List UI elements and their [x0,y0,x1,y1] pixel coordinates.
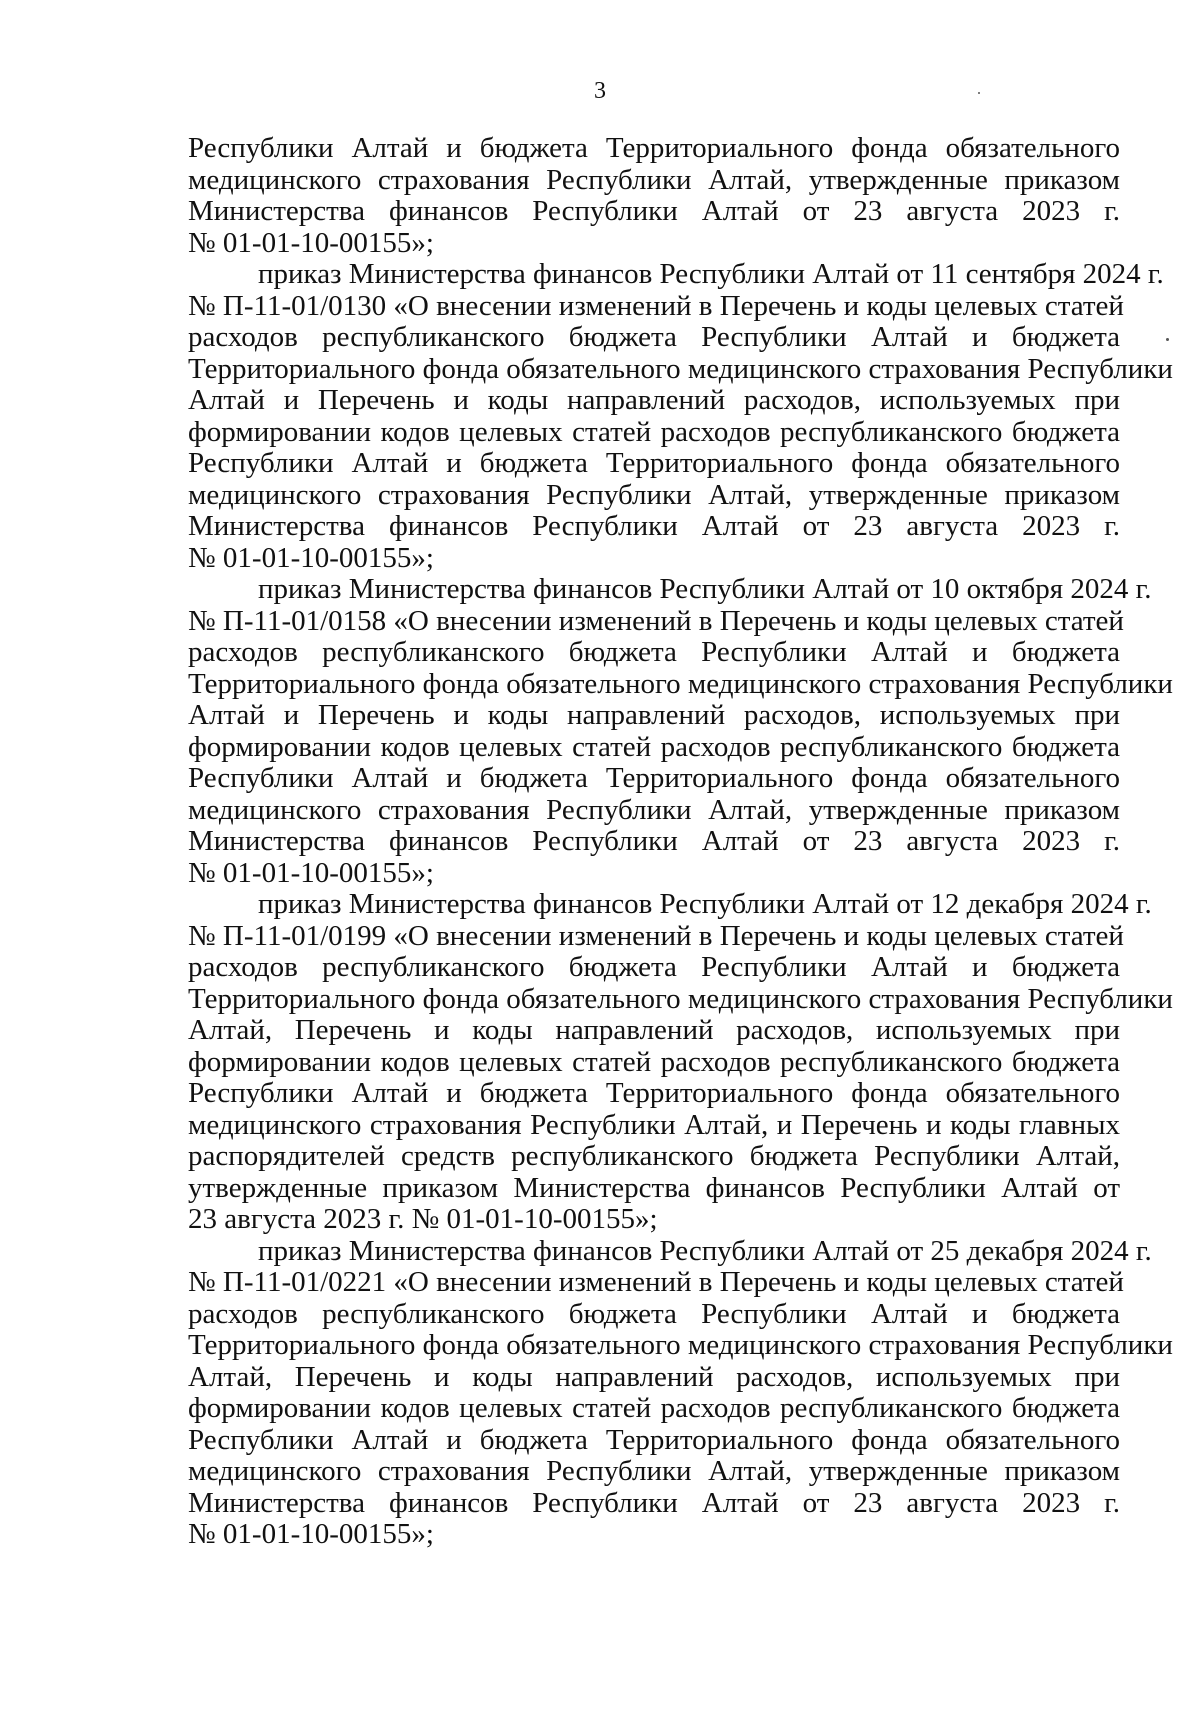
text-line: формировании кодов целевых статей расходов республиканского бюджета [188,415,1120,448]
text-line: № П-11-01/0130 «О внесении изменений в Перечень и коды целевых статей [188,289,1124,322]
text-line: медицинского страхования Республики Алтай, утвержденные приказом [188,163,1120,196]
text-line: Алтай и Перечень и коды направлений расходов, используемых при [188,384,1120,416]
paragraph-order-2024-12-12 [188,888,1173,1236]
text-line: Территориального фонда обязательного медицинского страхования Республики [188,667,1173,700]
text-line: Республики Алтай и бюджета Территориального фонда обязательного [188,447,1120,479]
text-line: № 01-01-10-00155»; [188,1518,434,1550]
text-line: № 01-01-10-00155»; [188,541,434,574]
text-line: формировании кодов целевых статей расходов республиканского бюджета [188,1045,1120,1078]
text-line: медицинского страхования Республики Алтай, и Перечень и коды главных [188,1108,1120,1141]
text-line: приказ Министерства финансов Республики Алтай от 11 сентября 2024 г. [258,258,1164,290]
text-line: приказ Министерства финансов Республики Алтай от 25 декабря 2024 г. [258,1234,1152,1267]
text-line: № 01-01-10-00155»; [188,856,434,889]
text-line: Территориального фонда обязательного медицинского страхования Республики [188,1329,1173,1361]
text-line: Министерства финансов Республики Алтай от 23 августа 2023 г. [188,1486,1120,1519]
scan-speck [978,92,980,94]
text-line: № П-11-01/0221 «О внесении изменений в Перечень и коды целевых статей [188,1266,1124,1298]
scan-speck [1166,338,1169,341]
text-line: Территориального фонда обязательного медицинского страхования Республики [188,352,1173,385]
paragraph-order-2024-09-11 [188,258,1173,574]
text-line: формировании кодов целевых статей расходов республиканского бюджета [188,1392,1120,1424]
text-line: 23 августа 2023 г. № 01-01-10-00155»; [188,1203,658,1235]
text-line: Республики Алтай и бюджета Территориального фонда обязательного [188,1423,1120,1456]
text-line: Министерства финансов Республики Алтай от 23 августа 2023 г. [188,510,1120,542]
text-line: Алтай, Перечень и коды направлений расходов, используемых при [188,1014,1120,1046]
text-line: Министерства финансов Республики Алтай от 23 августа 2023 г. [188,195,1120,227]
text-line: приказ Министерства финансов Республики Алтай от 12 декабря 2024 г. [258,888,1152,920]
text-line: расходов республиканского бюджета Республики Алтай и бюджета [188,1297,1120,1330]
text-line: медицинского страхования Республики Алтай, утвержденные приказом [188,1455,1120,1487]
text-line: Республики Алтай и бюджета Территориального фонда обязательного [188,762,1120,794]
text-line: Республики Алтай и бюджета Территориального фонда обязательного [188,1077,1120,1109]
text-line: Республики Алтай и бюджета Территориального фонда обязательного [188,132,1120,164]
paragraph-order-2024-12-25 [188,1234,1173,1551]
text-line: Министерства финансов Республики Алтай от 23 августа 2023 г. [188,825,1120,857]
text-line: расходов республиканского бюджета Республики Алтай и бюджета [188,951,1120,983]
text-line: распорядителей средств республиканского бюджета Республики Алтай, [188,1140,1120,1172]
text-line: приказ Министерства финансов Республики Алтай от 10 октября 2024 г. [258,573,1152,605]
text-line: медицинского страхования Республики Алтай, утвержденные приказом [188,478,1120,511]
text-line: Алтай, Перечень и коды направлений расходов, используемых при [188,1360,1120,1393]
document-body [188,132,1173,1551]
text-line: № П-11-01/0199 «О внесении изменений в Перечень и коды целевых статей [188,919,1124,952]
text-line: расходов республиканского бюджета Республики Алтай и бюджета [188,321,1120,353]
text-line: Алтай и Перечень и коды направлений расходов, используемых при [188,699,1120,731]
text-line: медицинского страхования Республики Алтай, утвержденные приказом [188,793,1120,826]
text-line: Территориального фонда обязательного медицинского страхования Республики [188,982,1173,1015]
text-line: формировании кодов целевых статей расходов республиканского бюджета [188,730,1120,763]
page-number: 3 [594,78,606,104]
paragraph-order-2024-10-10 [188,573,1173,889]
text-line: утвержденные приказом Министерства финансов Республики Алтай от [188,1171,1120,1204]
text-line: № П-11-01/0158 «О внесении изменений в Перечень и коды целевых статей [188,604,1124,637]
text-line: расходов республиканского бюджета Республики Алтай и бюджета [188,636,1120,668]
paragraph-continuation [188,133,1120,259]
text-line: № 01-01-10-00155»; [188,226,434,259]
